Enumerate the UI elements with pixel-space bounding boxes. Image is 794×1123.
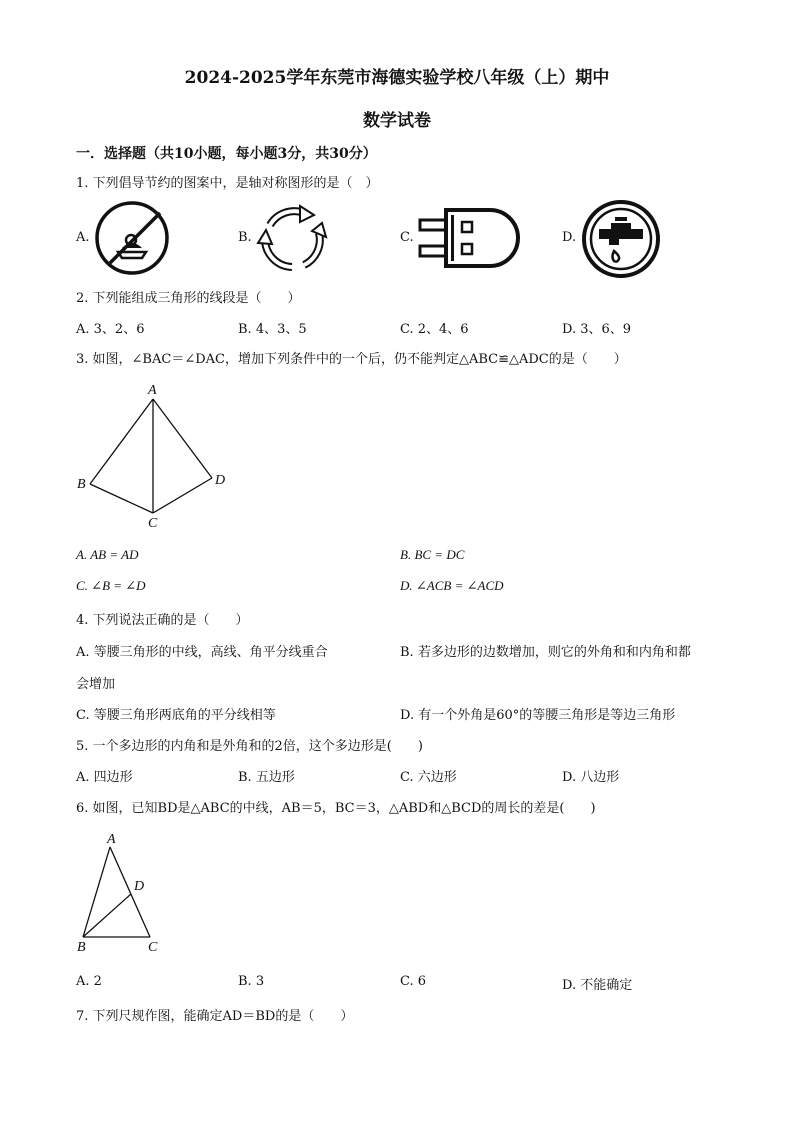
q3-label-a: A bbox=[148, 383, 157, 398]
q3-option-c: C. ∠B = ∠D bbox=[76, 578, 146, 593]
question-4-stem: 4. 下列说法正确的是（ ） bbox=[76, 613, 249, 628]
exam-subtitle: 数学试卷 bbox=[363, 111, 431, 131]
exam-title: 2024-2025学年东莞市海德实验学校八年级（上）期中 bbox=[184, 68, 610, 88]
question-5-stem: 5. 一个多边形的内角和是外角和的2倍，这个多边形是( ) bbox=[76, 739, 423, 754]
q6-label-c: C bbox=[148, 940, 158, 955]
q6-triangle-figure bbox=[74, 828, 174, 956]
q6-label-d: D bbox=[134, 879, 145, 894]
q3-option-d: D. ∠ACB = ∠ACD bbox=[400, 578, 504, 593]
q4-option-a: A. 等腰三角形的中线，高线、角平分线重合 bbox=[76, 645, 328, 660]
q4-option-c: C. 等腰三角形两底角的平分线相等 bbox=[76, 708, 276, 723]
q1-option-c-label: C. bbox=[400, 230, 414, 245]
q4-option-d: D. 有一个外角是60°的等腰三角形是等边三角形 bbox=[400, 708, 676, 723]
q3-option-a: A. AB = AD bbox=[76, 547, 139, 562]
q3-label-c: C bbox=[148, 516, 158, 531]
recycle-arrows-icon bbox=[256, 203, 328, 273]
q6-option-c: C. 6 bbox=[400, 974, 427, 989]
q2-option-b: B. 4、3、5 bbox=[238, 322, 307, 337]
q2-option-c: C. 2、4、6 bbox=[400, 322, 469, 337]
power-plug-icon bbox=[418, 206, 522, 270]
question-7-stem: 7. 下列尺规作图，能确定AD＝BD的是（ ） bbox=[76, 1009, 354, 1024]
q2-option-d: D. 3、6、9 bbox=[562, 322, 632, 337]
q5-option-a: A. 四边形 bbox=[76, 770, 133, 785]
q6-option-b: B. 3 bbox=[238, 974, 265, 989]
q2-option-a: A. 3、2、6 bbox=[76, 322, 145, 337]
q4-option-b-continued: 会增加 bbox=[76, 677, 116, 692]
q6-label-a: A bbox=[107, 832, 116, 847]
question-3-stem: 3. 如图，∠BAC＝∠DAC，增加下列条件中的一个后，仍不能判定△ABC≌△ADC的是（ ） bbox=[76, 352, 627, 367]
save-water-tap-icon bbox=[581, 199, 661, 279]
q5-option-b: B. 五边形 bbox=[238, 770, 295, 785]
q1-option-d-label: D. bbox=[562, 230, 577, 245]
q3-option-b: B. BC = DC bbox=[400, 547, 465, 562]
question-6-stem: 6. 如图，已知BD是△ABC的中线，AB＝5，BC＝3，△ABD和△BCD的周长的差是( ) bbox=[76, 801, 596, 816]
q6-option-a: A. 2 bbox=[76, 974, 102, 989]
q6-label-b: B bbox=[77, 940, 86, 955]
q3-label-d: D bbox=[215, 473, 226, 488]
question-2-stem: 2. 下列能组成三角形的线段是（ ） bbox=[76, 291, 301, 306]
q3-kite-figure bbox=[76, 380, 236, 530]
q3-label-b: B bbox=[77, 477, 86, 492]
q6-option-d: D. 不能确定 bbox=[562, 978, 633, 993]
no-eating-sign-icon bbox=[94, 200, 170, 276]
section-heading: 一．选择题（共10小题，每小题3分，共30分） bbox=[76, 146, 377, 162]
question-1-stem: 1. 下列倡导节约的图案中，是轴对称图形的是（ ） bbox=[76, 176, 379, 191]
q5-option-d: D. 八边形 bbox=[562, 770, 620, 785]
q4-option-b: B. 若多边形的边数增加，则它的外角和和内角和都 bbox=[400, 645, 691, 660]
q5-option-c: C. 六边形 bbox=[400, 770, 457, 785]
q1-option-a-label: A. bbox=[76, 230, 90, 245]
q1-option-b-label: B. bbox=[238, 230, 252, 245]
